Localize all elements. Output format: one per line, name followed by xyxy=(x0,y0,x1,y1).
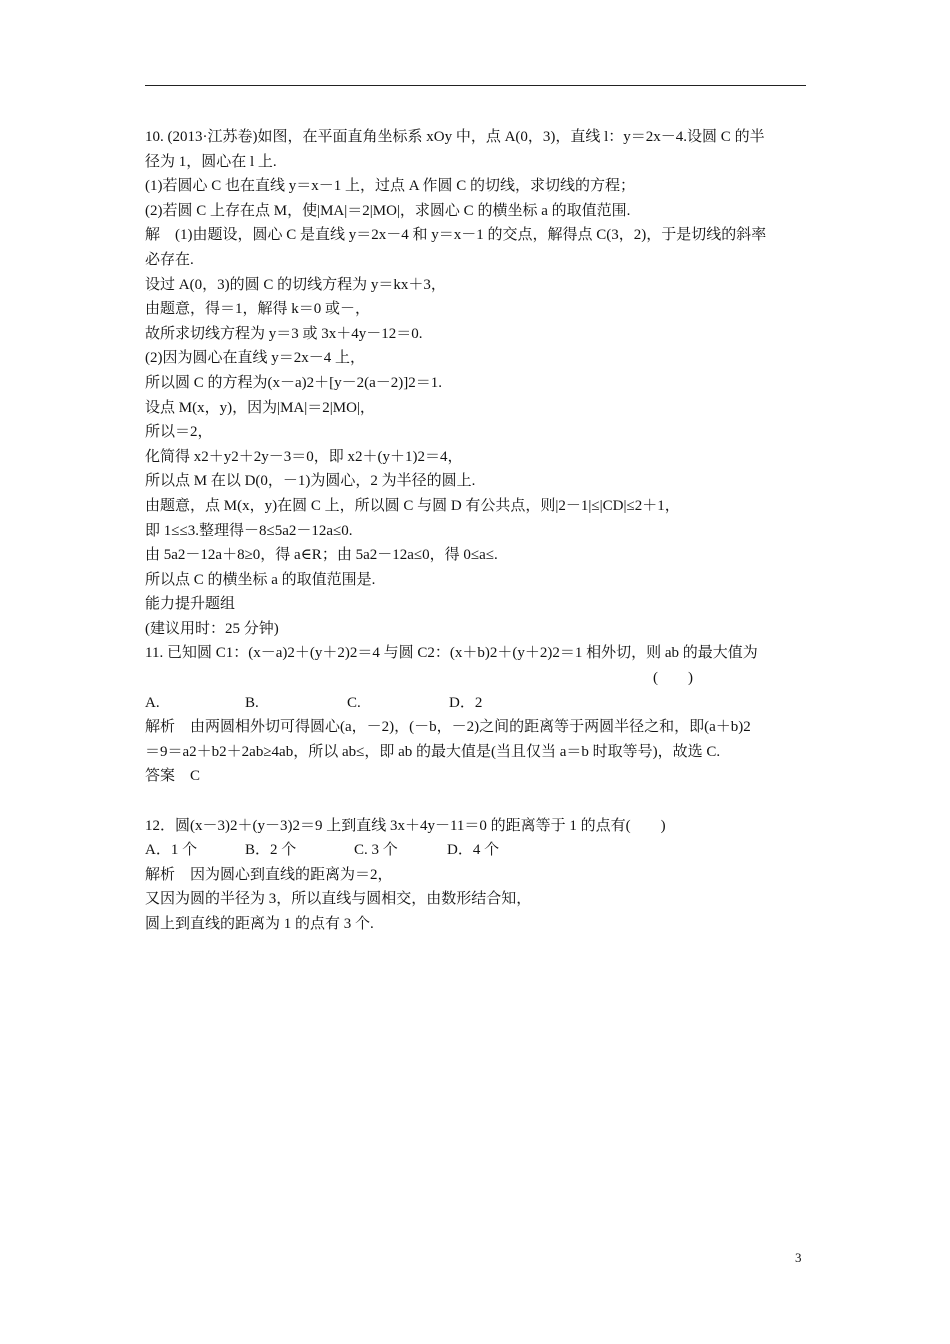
q12-stem: 12．圆(x－3)2＋(y－3)2＝9 上到直线 3x＋4y－11＝0 的距离等于 1 的点有( ) xyxy=(145,817,666,834)
q11-analysis-line2: ＝9＝a2＋b2＋2ab≥4ab，所以 ab≤，即 ab 的最大值是(当且仅当 a＝b 时取等号)，故选 C. xyxy=(145,743,721,760)
section-time: (建议用时：25 分钟) xyxy=(145,620,279,637)
q10-solution-line10: 化简得 x2＋y2＋2y－3＝0，即 x2＋(y＋1)2＝4， xyxy=(145,448,463,465)
q10-stem-line1: 10. (2013·江苏卷)如图，在平面直角坐标系 xOy 中，点 A(0，3)，直线 l：y＝2x－4.设圆 C 的半 xyxy=(145,129,765,145)
q11-options xyxy=(145,691,806,716)
q11-option-a: A. xyxy=(145,694,160,711)
q10-stem-line2: 径为 1，圆心在 l 上. xyxy=(145,153,277,170)
q11-option-d: D．2 xyxy=(449,694,483,711)
page-content xyxy=(145,125,806,937)
q10-solution-line8: 设点 M(x，y)，因为|MA|＝2|MO|， xyxy=(145,399,375,416)
q12-analysis-line2: 又因为圆的半径为 3，所以直线与圆相交，由数形结合知， xyxy=(145,891,532,908)
q10-solution-line2: 必存在. xyxy=(145,251,194,268)
q10-part1: (1)若圆心 C 也在直线 y＝x－1 上，过点 A 作圆 C 的切线，求切线的方程； xyxy=(145,178,636,195)
q10-solution-line13: 即 1≤≤3.整理得－8≤5a2－12a≤0. xyxy=(145,522,353,539)
q11-stem: 11. 已知圆 C1：(x－a)2＋(y＋2)2＝4 与圆 C2：(x＋b)2＋(y＋2)2＝1 相外切，则 ab 的最大值为 xyxy=(145,645,758,662)
q12-option-b: B．2 个 xyxy=(245,842,297,859)
section-title: 能力提升题组 xyxy=(145,596,236,613)
q10-solution-line9: 所以＝2， xyxy=(145,424,213,441)
page-number: 3 xyxy=(795,1250,802,1265)
q10-solution-line15: 所以点 C 的横坐标 a 的取值范围是. xyxy=(145,571,376,588)
q12-option-a: A．1 个 xyxy=(145,842,198,859)
q12-option-c: C. 3 个 xyxy=(354,842,398,859)
q12-option-d: D．4 个 xyxy=(447,842,500,859)
q10-solution-line11: 所以点 M 在以 D(0，－1)为圆心，2 为半径的圆上. xyxy=(145,473,476,490)
q12-analysis-line3: 圆上到直线的距离为 1 的点有 3 个. xyxy=(145,916,374,932)
q10-solution-line5: 故所求切线方程为 y＝3 或 3x＋4y－12＝0. xyxy=(145,325,423,342)
q11-answer-paren: ( ) xyxy=(653,670,693,687)
spacer xyxy=(145,789,806,814)
q10-part2: (2)若圆 C 上存在点 M，使|MA|＝2|MO|，求圆心 C 的横坐标 a 的取值范围. xyxy=(145,202,631,219)
header-rule xyxy=(145,85,806,86)
q10-solution-line1: 解 (1)由题设，圆心 C 是直线 y＝2x－4 和 y＝x－1 的交点，解得点 C(3，2)，于是切线的斜率 xyxy=(145,227,767,244)
q12-analysis-line1: 解析 因为圆心到直线的距离为＝2， xyxy=(145,866,393,883)
q11-analysis-line1: 解析 由两圆相外切可得圆心(a，－2)，(－b，－2)之间的距离等于两圆半径之和，即(a＋b)2 xyxy=(145,719,751,736)
q10-solution-line12: 由题意，点 M(x，y)在圆 C 上，所以圆 C 与圆 D 有公共点，则|2－1|≤|CD|≤2＋1， xyxy=(145,497,680,514)
q10-solution-line14: 由 5a2－12a＋8≥0，得 a∈R；由 5a2－12a≤0，得 0≤a≤. xyxy=(145,547,498,564)
q10-solution-line3: 设过 A(0，3)的圆 C 的切线方程为 y＝kx＋3， xyxy=(145,276,446,293)
q10-solution-line7: 所以圆 C 的方程为(x－a)2＋[y－2(a－2)]2＝1. xyxy=(145,374,443,391)
q10-solution-line4: 由题意，得＝1，解得 k＝0 或－， xyxy=(145,301,371,318)
q11-option-b: B. xyxy=(245,694,259,711)
q11-option-c: C. xyxy=(347,694,361,711)
q10-solution-line6: (2)因为圆心在直线 y＝2x－4 上， xyxy=(145,350,365,367)
q12-options xyxy=(145,838,806,863)
q11-answer: 答案 C xyxy=(145,768,201,785)
